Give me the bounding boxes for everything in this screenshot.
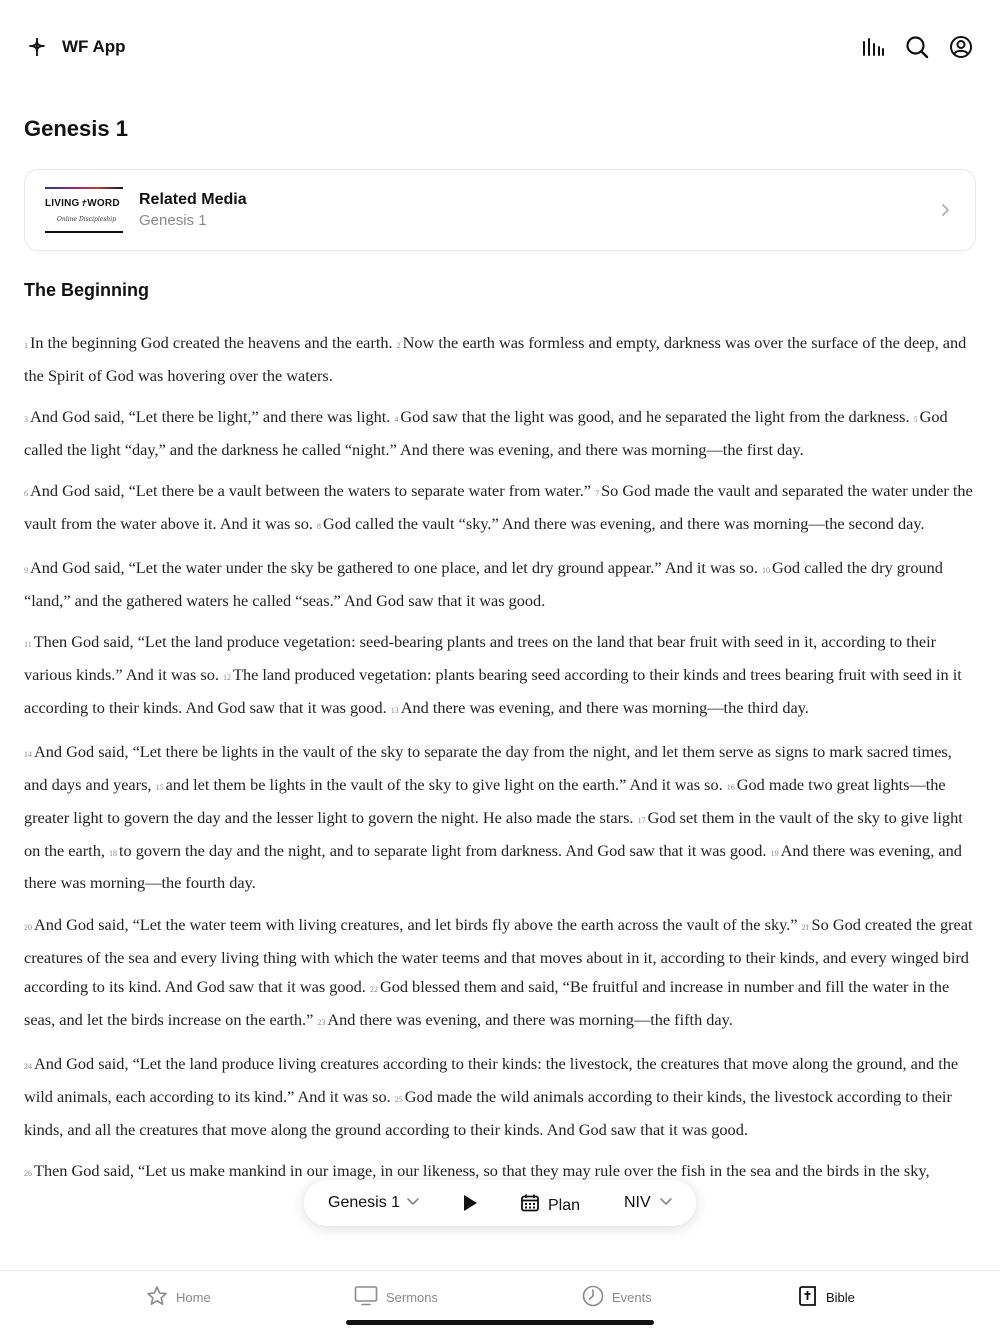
verse-text: Then God said, “Let us make mankind in our image, in our likeness, so that they may rule over the fish in the sea and the birds in the sky, xyxy=(34,1161,930,1181)
verse-text: to govern the day and the night, and to separate light from darkness. And God saw that it was good. xyxy=(119,840,767,860)
verse-text: So God created the great creatures of the sea and every living thing with which the water teems and that moves about in it, according to their kinds, and every winged bird according to its kind. And God saw that it was good. xyxy=(24,914,973,997)
verse-text: The land produced vegetation: plants bearing seed according to their kinds and trees bearing fruit with seed in it according to their kinds. And God saw that it was good. xyxy=(24,665,962,717)
verse-number: 6 xyxy=(24,489,28,499)
account-icon[interactable] xyxy=(948,34,974,60)
home-indicator xyxy=(346,1320,654,1325)
thumbnail-rule-bottom xyxy=(45,231,123,233)
tab-events-label: Events xyxy=(612,1290,652,1305)
verse-number: 20 xyxy=(24,922,32,932)
verse-text: And God said, “Let there be a vault between the waters to separate water from water.” xyxy=(30,481,592,501)
verse-number: 22 xyxy=(369,985,378,995)
verse-text: and let them be lights in the vault of the sky to give light on the earth.” And it was so. xyxy=(165,775,723,795)
verse-number: 18 xyxy=(109,848,117,858)
verse-number: 21 xyxy=(801,922,810,932)
verse-number: 26 xyxy=(24,1169,32,1179)
verse-text: God made the wild animals according to their kinds, the livestock according to their kinds, and all the creatures that move along the ground according to their kinds. And God saw that it was good. xyxy=(24,1087,952,1140)
verse-number: 16 xyxy=(726,783,735,793)
verse-text: God saw that the light was good, and he separated the light from the darkness. xyxy=(400,407,910,427)
scripture-text xyxy=(24,328,976,1270)
verse-text: Then God said, “Let the land produce vegetation: seed-bearing plants and trees on the land that bear fruit with seed in it, according to their various kinds.” And it was so. xyxy=(24,632,937,685)
scripture-paragraph xyxy=(24,402,976,465)
verse-text: God blessed them and said, “Be fruitful and increase in number and fill the water in the seas, and let the birds increase on the earth.” xyxy=(24,977,950,1030)
tab-home-label: Home xyxy=(176,1290,211,1305)
media-subtitle: Genesis 1 xyxy=(139,212,207,229)
search-icon[interactable] xyxy=(904,34,930,60)
chevron-down-icon xyxy=(406,1194,420,1212)
tab-events[interactable] xyxy=(582,1285,652,1310)
verse-number: 9 xyxy=(24,566,28,576)
verse-text: God made two great lights—the greater light to govern the day and the lesser light to govern the night. He also made the stars. xyxy=(24,775,946,827)
verse-text: And God said, “Let there be light,” and there was light. xyxy=(30,407,391,427)
verse-number: 3 xyxy=(24,415,28,425)
thumbnail-title: LIVING✝WORD xyxy=(45,198,120,209)
verse-text: Now the earth was formless and empty, darkness was over the surface of the deep, and the Spirit of God was hovering over the waters. xyxy=(24,333,967,385)
app-name: WF App xyxy=(62,37,126,56)
verse-number: 23 xyxy=(317,1018,326,1028)
play-icon[interactable] xyxy=(460,1193,480,1213)
version-selector[interactable] xyxy=(624,1194,673,1212)
verse-text: And God said, “Let the water under the sky be gathered to one place, and let dry ground appear.” And it was so. xyxy=(30,558,758,578)
bible-icon xyxy=(798,1285,818,1310)
media-title: Related Media xyxy=(139,191,247,208)
scripture-paragraph xyxy=(24,627,976,725)
verse-text: And God said, “Let there be lights in the vault of the sky to separate the day from the night, and let them serve as signs to mark sacred times, and days and years, xyxy=(24,742,952,795)
verse-text: God called the vault “sky.” And there was evening, and there was morning—the second day. xyxy=(323,513,925,533)
verse-text: And there was evening, and there was morning—the third day. xyxy=(400,697,809,717)
monitor-icon xyxy=(354,1285,378,1310)
verse-number: 15 xyxy=(155,783,164,793)
chapter-label: Genesis 1 xyxy=(328,1194,401,1211)
verse-text: And there was evening, and there was morning—the fifth day. xyxy=(327,1010,733,1030)
verse-number: 7 xyxy=(595,489,600,499)
verse-number: 11 xyxy=(24,640,32,650)
chevron-right-icon xyxy=(939,202,951,218)
page-title: Genesis 1 xyxy=(24,116,128,141)
thumbnail-word-right: WORD xyxy=(87,198,120,209)
media-text xyxy=(139,191,247,229)
thumbnail-rule-top xyxy=(45,187,123,189)
scripture-paragraph xyxy=(24,1049,976,1144)
verse-number: 13 xyxy=(390,705,399,715)
verse-number: 10 xyxy=(762,566,770,576)
verse-text: And God said, “Let the land produce living creatures according to their kinds: the livestock, the creatures that move along the ground, and the wild animals, each according to its kind.” And it was so. xyxy=(24,1054,959,1107)
scripture-paragraph xyxy=(24,553,976,616)
verse-number: 8 xyxy=(317,521,322,531)
thumbnail-tagline: Online Discipleship xyxy=(57,216,117,223)
thumbnail-word-left: LIVING xyxy=(45,198,80,209)
calendar-icon xyxy=(520,1193,540,1218)
scripture-paragraph xyxy=(24,737,976,898)
verse-text: In the beginning God created the heavens and the earth. xyxy=(30,333,393,352)
scripture-paragraph xyxy=(24,476,976,542)
scripture-paragraph xyxy=(24,328,976,391)
verse-number: 1 xyxy=(24,341,28,350)
tab-sermons-label: Sermons xyxy=(386,1290,439,1305)
sparkle-logo-icon xyxy=(26,36,48,58)
tab-bible[interactable] xyxy=(798,1285,855,1310)
verse-text: God set them in the vault of the sky to give light on the earth, xyxy=(24,807,963,860)
audio-bars-icon[interactable] xyxy=(860,34,886,60)
verse-number: 2 xyxy=(396,341,401,350)
scripture-paragraph xyxy=(24,910,976,1038)
chapter-selector[interactable] xyxy=(328,1194,420,1212)
tab-sermons[interactable] xyxy=(354,1285,438,1310)
related-media-card[interactable] xyxy=(24,169,976,251)
plan-button[interactable] xyxy=(520,1193,580,1218)
verse-number: 12 xyxy=(223,673,231,683)
reading-controls xyxy=(304,1180,696,1226)
verse-number: 19 xyxy=(770,848,779,858)
verse-number: 17 xyxy=(637,815,646,825)
section-heading: The Beginning xyxy=(24,280,149,300)
verse-text: And God said, “Let the water teem with living creatures, and let birds fly above the earth across the vault of the sky.” xyxy=(34,914,798,934)
verse-number: 25 xyxy=(394,1095,403,1105)
top-bar xyxy=(0,0,1000,96)
star-icon xyxy=(146,1285,168,1310)
verse-number: 4 xyxy=(394,415,399,425)
tab-home[interactable] xyxy=(146,1285,211,1310)
clock-icon xyxy=(582,1285,604,1310)
verse-number: 5 xyxy=(913,415,918,425)
brand[interactable] xyxy=(26,36,126,58)
verse-text: God called the light “day,” and the darkness he called “night.” And there was evening, and there was morning—the first day. xyxy=(24,407,948,459)
verse-text: And there was evening, and there was morning—the fourth day. xyxy=(24,840,962,893)
verse-text: God called the dry ground “land,” and the gathered waters he called “seas.” And God saw that it was good. xyxy=(24,558,943,611)
verse-number: 14 xyxy=(24,750,32,760)
verse-number: 24 xyxy=(24,1062,32,1072)
header-actions xyxy=(860,34,974,60)
verse-text: So God made the vault and separated the water under the vault from the water above it. And it was so. xyxy=(24,481,973,533)
tab-bible-label: Bible xyxy=(826,1290,855,1305)
version-label: NIV xyxy=(624,1194,651,1211)
plan-label: Plan xyxy=(548,1196,581,1214)
chevron-down-icon xyxy=(659,1194,673,1212)
media-thumbnail xyxy=(43,185,125,235)
